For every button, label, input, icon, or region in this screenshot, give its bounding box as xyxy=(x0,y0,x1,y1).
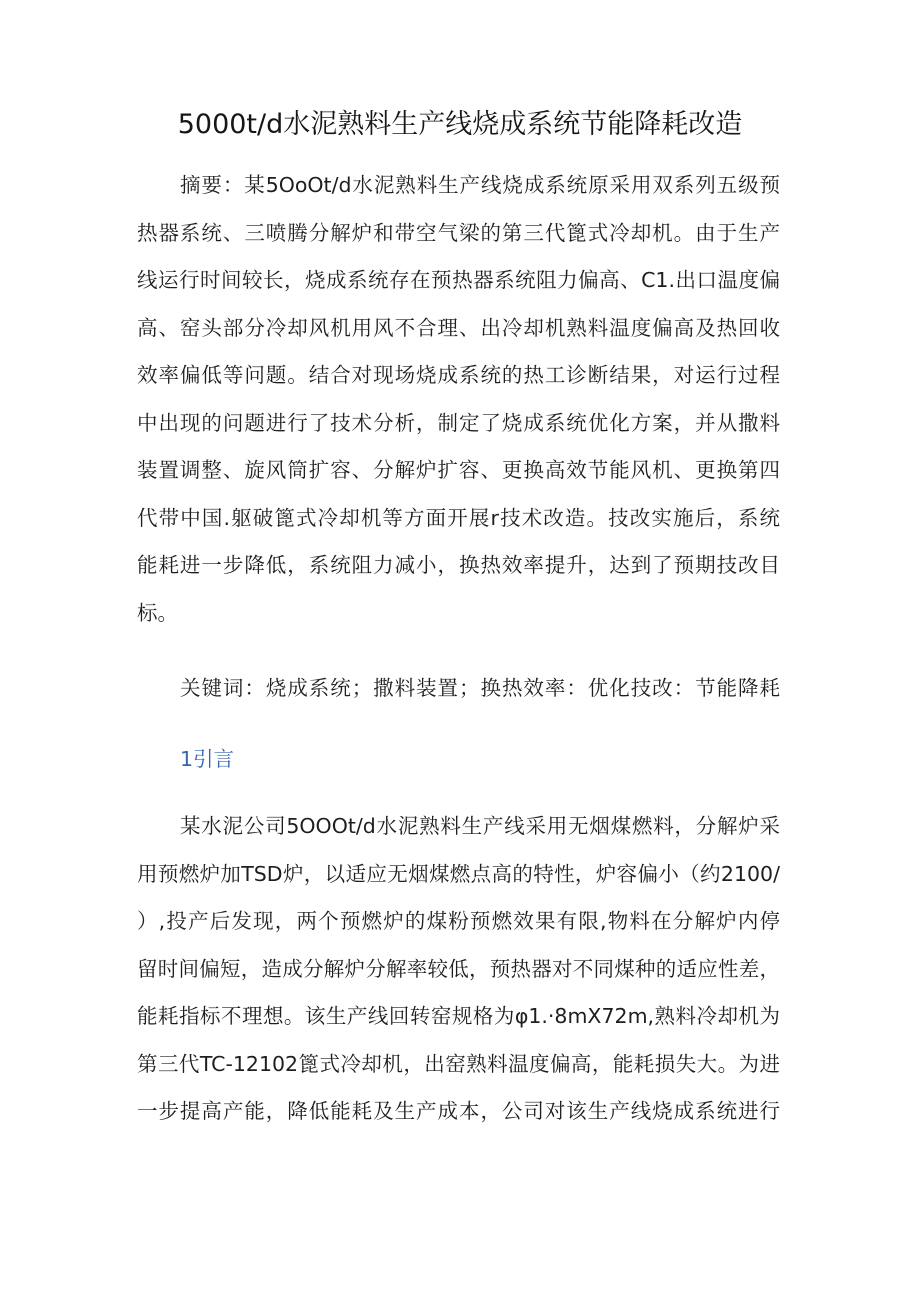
abstract-line: 装置调整、旋风筒扩容、分解炉扩容、更换高效节能风机、更换第四 xyxy=(137,458,780,482)
introduction-paragraph xyxy=(137,803,780,1136)
introduction-line: 某水泥公司5OOOt/d水泥熟料生产线采用无烟煤燃料，分解炉采 xyxy=(180,814,780,838)
abstract-line: 摘要：某5OoOt/d水泥熟料生产线烧成系统原采用双系列五级预 xyxy=(180,173,780,197)
introduction-line: 第三代TC-12102篦式冷却机，出窑熟料温度偏高，能耗损失大。为进 xyxy=(137,1051,780,1076)
abstract-line: 能耗进一步降低，系统阻力减小，换热效率提升，达到了预期技改目 xyxy=(137,553,780,577)
introduction-line: 一步提高产能，降低能耗及生产成本，公司对该生产线烧成系统进行 xyxy=(137,1099,780,1123)
abstract-line: 中出现的问题进行了技术分析，制定了烧成系统优化方案，并从撒料 xyxy=(137,410,780,435)
abstract-line: 标。 xyxy=(137,600,178,625)
keywords-paragraph xyxy=(137,665,780,713)
abstract-line: 热器系统、三喷腾分解炉和带空气梁的第三代篦式冷却机。由于生产 xyxy=(137,220,780,245)
page-title: 5000t/d水泥熟料生产线烧成系统节能降耗改造 xyxy=(177,109,743,140)
abstract-line: 线运行时间较长，烧成系统存在预热器系统阻力偏高、C1.出口温度偏 xyxy=(137,268,780,292)
keywords-line: 关键词：烧成系统；撒料装置；换热效率：优化技改：节能降耗 xyxy=(180,676,780,700)
abstract-paragraph xyxy=(137,162,780,637)
introduction-line: 用预燃炉加TSD炉，以适应无烟煤燃点高的特性，炉容偏小（约2100/ xyxy=(137,861,780,886)
section-heading: 1引言 xyxy=(180,747,235,771)
abstract-line: 高、窑头部分冷却风机用风不合理、出冷却机熟料温度偏高及热回收 xyxy=(137,315,780,340)
abstract-line: 效率偏低等问题。结合对现场烧成系统的热工诊断结果，对运行过程 xyxy=(137,363,780,387)
introduction-line: ）,投产后发现，两个预燃炉的煤粉预燃效果有限,物料在分解炉内停 xyxy=(137,909,780,933)
introduction-line: 能耗指标不理想。该生产线回转窑规格为φ1.·8mX72m,熟料冷却机为 xyxy=(137,1004,780,1028)
introduction-line: 留时间偏短，造成分解炉分解率较低，预热器对不同煤种的适应性差， xyxy=(137,956,780,981)
abstract-line: 代带中国.躯破篦式冷却机等方面开展r技术改造。技改实施后，系统 xyxy=(137,505,780,530)
